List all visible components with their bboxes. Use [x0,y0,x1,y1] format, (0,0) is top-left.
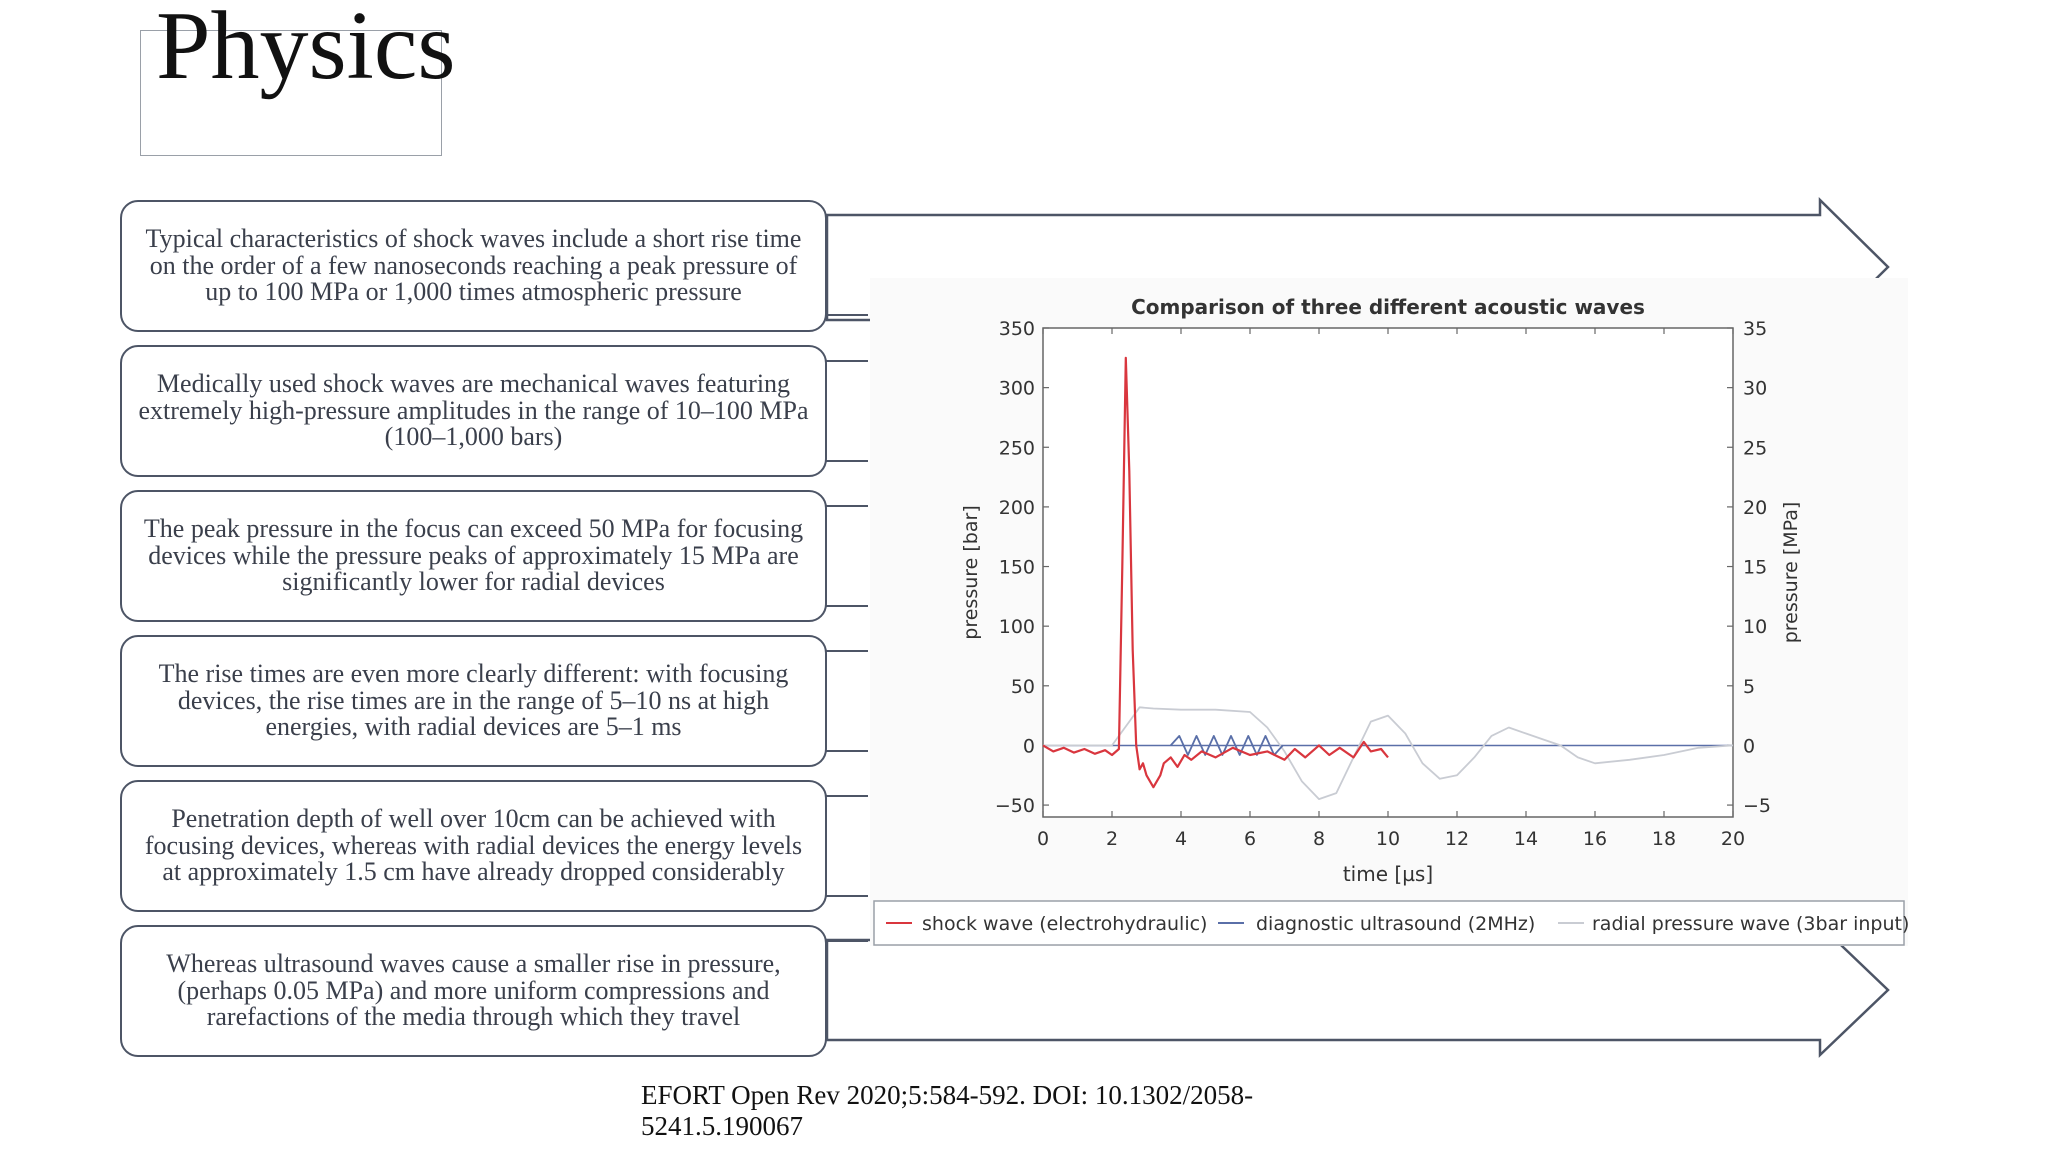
y2-tick-label: 20 [1743,496,1768,519]
card-text: The rise times are even more clearly different: with focusing devices, the rise times are in the range of 5–10 ns at high energies, with radial devices are 5–1 ms [158,659,789,742]
x-tick-label: 18 [1651,828,1677,850]
y-tick-label: 300 [998,377,1035,400]
card-text: Penetration depth of well over 10cm can be achieved with focusing devices, whereas with radial devices the energy levels at approximately 1.5 cm have already dropped considerably [144,804,803,887]
x-tick-label: 6 [1243,828,1257,850]
x-tick-label: 12 [1444,828,1470,850]
y-tick-label: 250 [998,437,1035,460]
x-tick-label: 0 [1036,828,1050,850]
y2-tick-label: 5 [1743,675,1756,698]
y-tick-label: 100 [998,616,1035,639]
y-tick-label: 50 [1010,675,1035,698]
legend-label: diagnostic ultrasound (2MHz) [1256,913,1536,935]
y2-tick-label: 10 [1743,616,1768,639]
x-axis-label: time [µs] [1342,862,1434,886]
card-text: The peak pressure in the focus can exceed 50 MPa for focusing devices while the pressure peaks of approximately 15 MPa are significantly lower for radial devices [143,514,804,597]
y-tick-label: −50 [994,795,1035,818]
plot-frame [1043,328,1733,817]
y-axis-label: pressure [bar] [960,505,982,640]
y2-tick-label: 30 [1743,377,1768,400]
slide-title: Physics [156,0,456,100]
y-tick-label: 350 [998,318,1035,340]
y-tick-label: 150 [998,556,1035,579]
x-tick-label: 14 [1513,828,1539,850]
x-tick-label: 2 [1105,828,1119,850]
legend-label: shock wave (electrohydraulic) [922,913,1208,935]
y2-tick-label: 35 [1743,318,1768,340]
legend-label: radial pressure wave (3bar input) [1592,913,1910,935]
y2-tick-label: 15 [1743,556,1768,579]
x-tick-label: 16 [1582,828,1608,850]
card-text: Medically used shock waves are mechanical waves featuring extremely high-pressure amplitudes in the range of 10–100 MPa (100–1,000 bars) [138,369,809,452]
y2-tick-label: 0 [1743,735,1756,758]
y2-tick-label: 25 [1743,437,1768,460]
card-text: Whereas ultrasound waves cause a smaller rise in pressure, (perhaps 0.05 MPa) and more uniform compressions and rarefactions of the media through which they travel [166,949,781,1032]
citation: EFORT Open Rev 2020;5:584-592. DOI: 10.1302/2058-5241.5.190067 [641,1080,1254,1141]
x-tick-label: 8 [1312,828,1326,850]
y2-tick-label: −5 [1743,795,1772,818]
x-tick-label: 20 [1720,828,1746,850]
y-tick-label: 0 [1022,735,1035,758]
x-tick-label: 10 [1375,828,1401,850]
x-tick-label: 4 [1174,828,1188,850]
y-tick-label: 200 [998,496,1035,519]
y2-axis-label: pressure [MPa] [1780,501,1802,644]
chart-title: Comparison of three different acoustic waves [1131,295,1645,319]
card-text: Typical characteristics of shock waves include a short rise time on the order of a few nanoseconds reaching a peak pressure of up to 100 MPa or 1,000 times atmospheric pressure [145,224,802,307]
